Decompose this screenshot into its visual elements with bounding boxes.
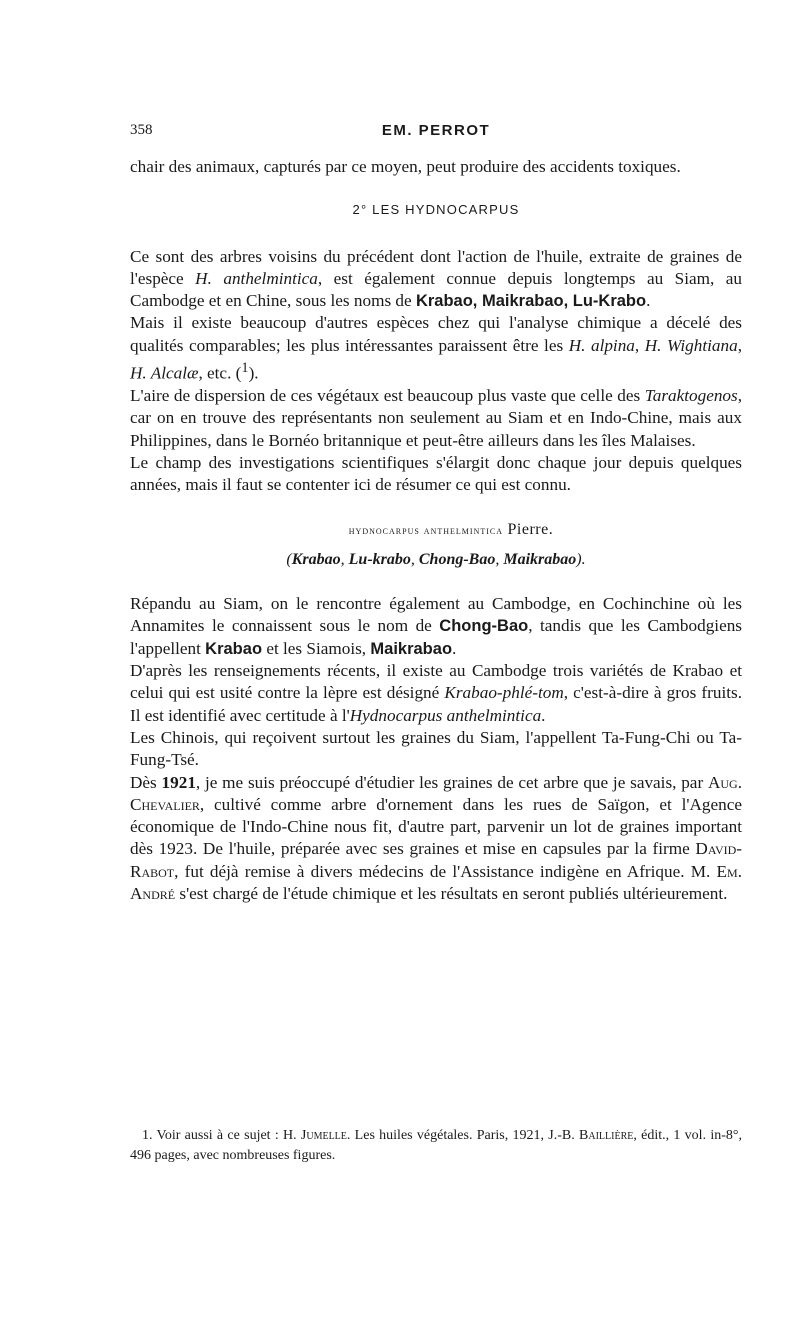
paragraph-3: L'aire de dispersion de ces végétaux est beaucoup plus vaste que celle des Taraktogenos, car on en trouve des représentants non seulement au Siam et en Indo-Chine, mais aux Philippines, dans le Bornéo britannique et peut-être ailleurs dans les îles Malaises.	[130, 386, 742, 450]
paragraph-4: Le champ des investigations scientifiques s'élargit donc chaque jour depuis quelques années, mais il faut se contenter ici de résumer ce qui est connu.	[130, 453, 742, 495]
paragraph-continued: chair des animaux, capturés par ce moyen, peut produire des accidents toxiques.	[130, 157, 681, 176]
paragraph-5: Répandu au Siam, on le rencontre également au Cambodge, en Cochinchine où les Annamites le connaissent sous le nom de Chong-Bao, tandis que les Cambodgiens l'appellent Krabao et les Siamois, Maikrabao.	[130, 594, 742, 658]
species-author: Pierre.	[507, 520, 554, 538]
paragraph-8: Dès 1921, je me suis préoccupé d'étudier les graines de cet arbre que je savais, par Aug. Chevalier, cultivé comme arbre d'ornement dans les rues de Saïgon, et l'Agence économique de l'Indo-Chine nous fit, d'autre part, parvenir un lot de graines important dès 1923. De l'huile, préparée avec ses graines et mise en capsules par la firme David-Rabot, fut déjà remise à divers médecins de l'Assistance indigène en Afrique. M. Em. André s'est chargé de l'étude chimique et les résultats en seront publiés ultérieurement.	[130, 772, 743, 904]
page-number: 358	[130, 122, 153, 138]
paragraph-7: Les Chinois, qui reçoivent surtout les graines du Siam, l'appellent Ta-Fung-Chi ou Ta-Fung-Tsé.	[130, 727, 742, 770]
running-head: EM. PERROT	[381, 122, 491, 139]
taxon-name: H. anthelmintica	[195, 268, 318, 288]
species-heading	[160, 519, 742, 541]
section-title: 2° LES HYDNOCARPUS	[352, 202, 520, 218]
footnote: 1. Voir aussi à ce sujet : H. Jumelle. Les huiles végétales. Paris, 1921, J.-B. Baillière, édit., 1 vol. in-8°, 496 pages, avec nombreuses figures.	[130, 1128, 742, 1163]
main-text	[130, 156, 742, 905]
paragraph-2: Mais il existe beaucoup d'autres espèces chez qui l'analyse chimique a décelé des qualités comparables; les plus intéressantes paraissent être les H. alpina, H. Wightiana, H. Alcalæ, etc. ($^1$).	[130, 313, 742, 383]
paragraph-1: Ce sont des arbres voisins du précédent dont l'action de l'huile, extraite de graines de l'espèce H. anthelmintica, est également connue depuis longtemps au Siam, au Cambodge et en Chine, sous les noms de Krabao, Maikrabao, Lu-Krabo.	[130, 246, 743, 311]
page-header	[130, 122, 742, 142]
synonyms-line: (Krabao, Lu-krabo, Chong-Bao, Maikrabao).	[286, 550, 586, 568]
footnote-ref: 1	[241, 360, 249, 377]
paragraph-6: D'après les renseignements récents, il existe au Cambodge trois variétés de Krabao et celui qui est usité contre la lèpre est désigné Krabao-phlé-tom, c'est-à-dire à gros fruits. Il est identifié avec certitude à l'Hydnocarpus anthelmintica.	[130, 661, 742, 725]
species-name: hydnocarpus anthelmintica	[348, 522, 504, 537]
vernacular-names: Krabao, Maikrabao, Lu-Krabo	[415, 292, 647, 311]
